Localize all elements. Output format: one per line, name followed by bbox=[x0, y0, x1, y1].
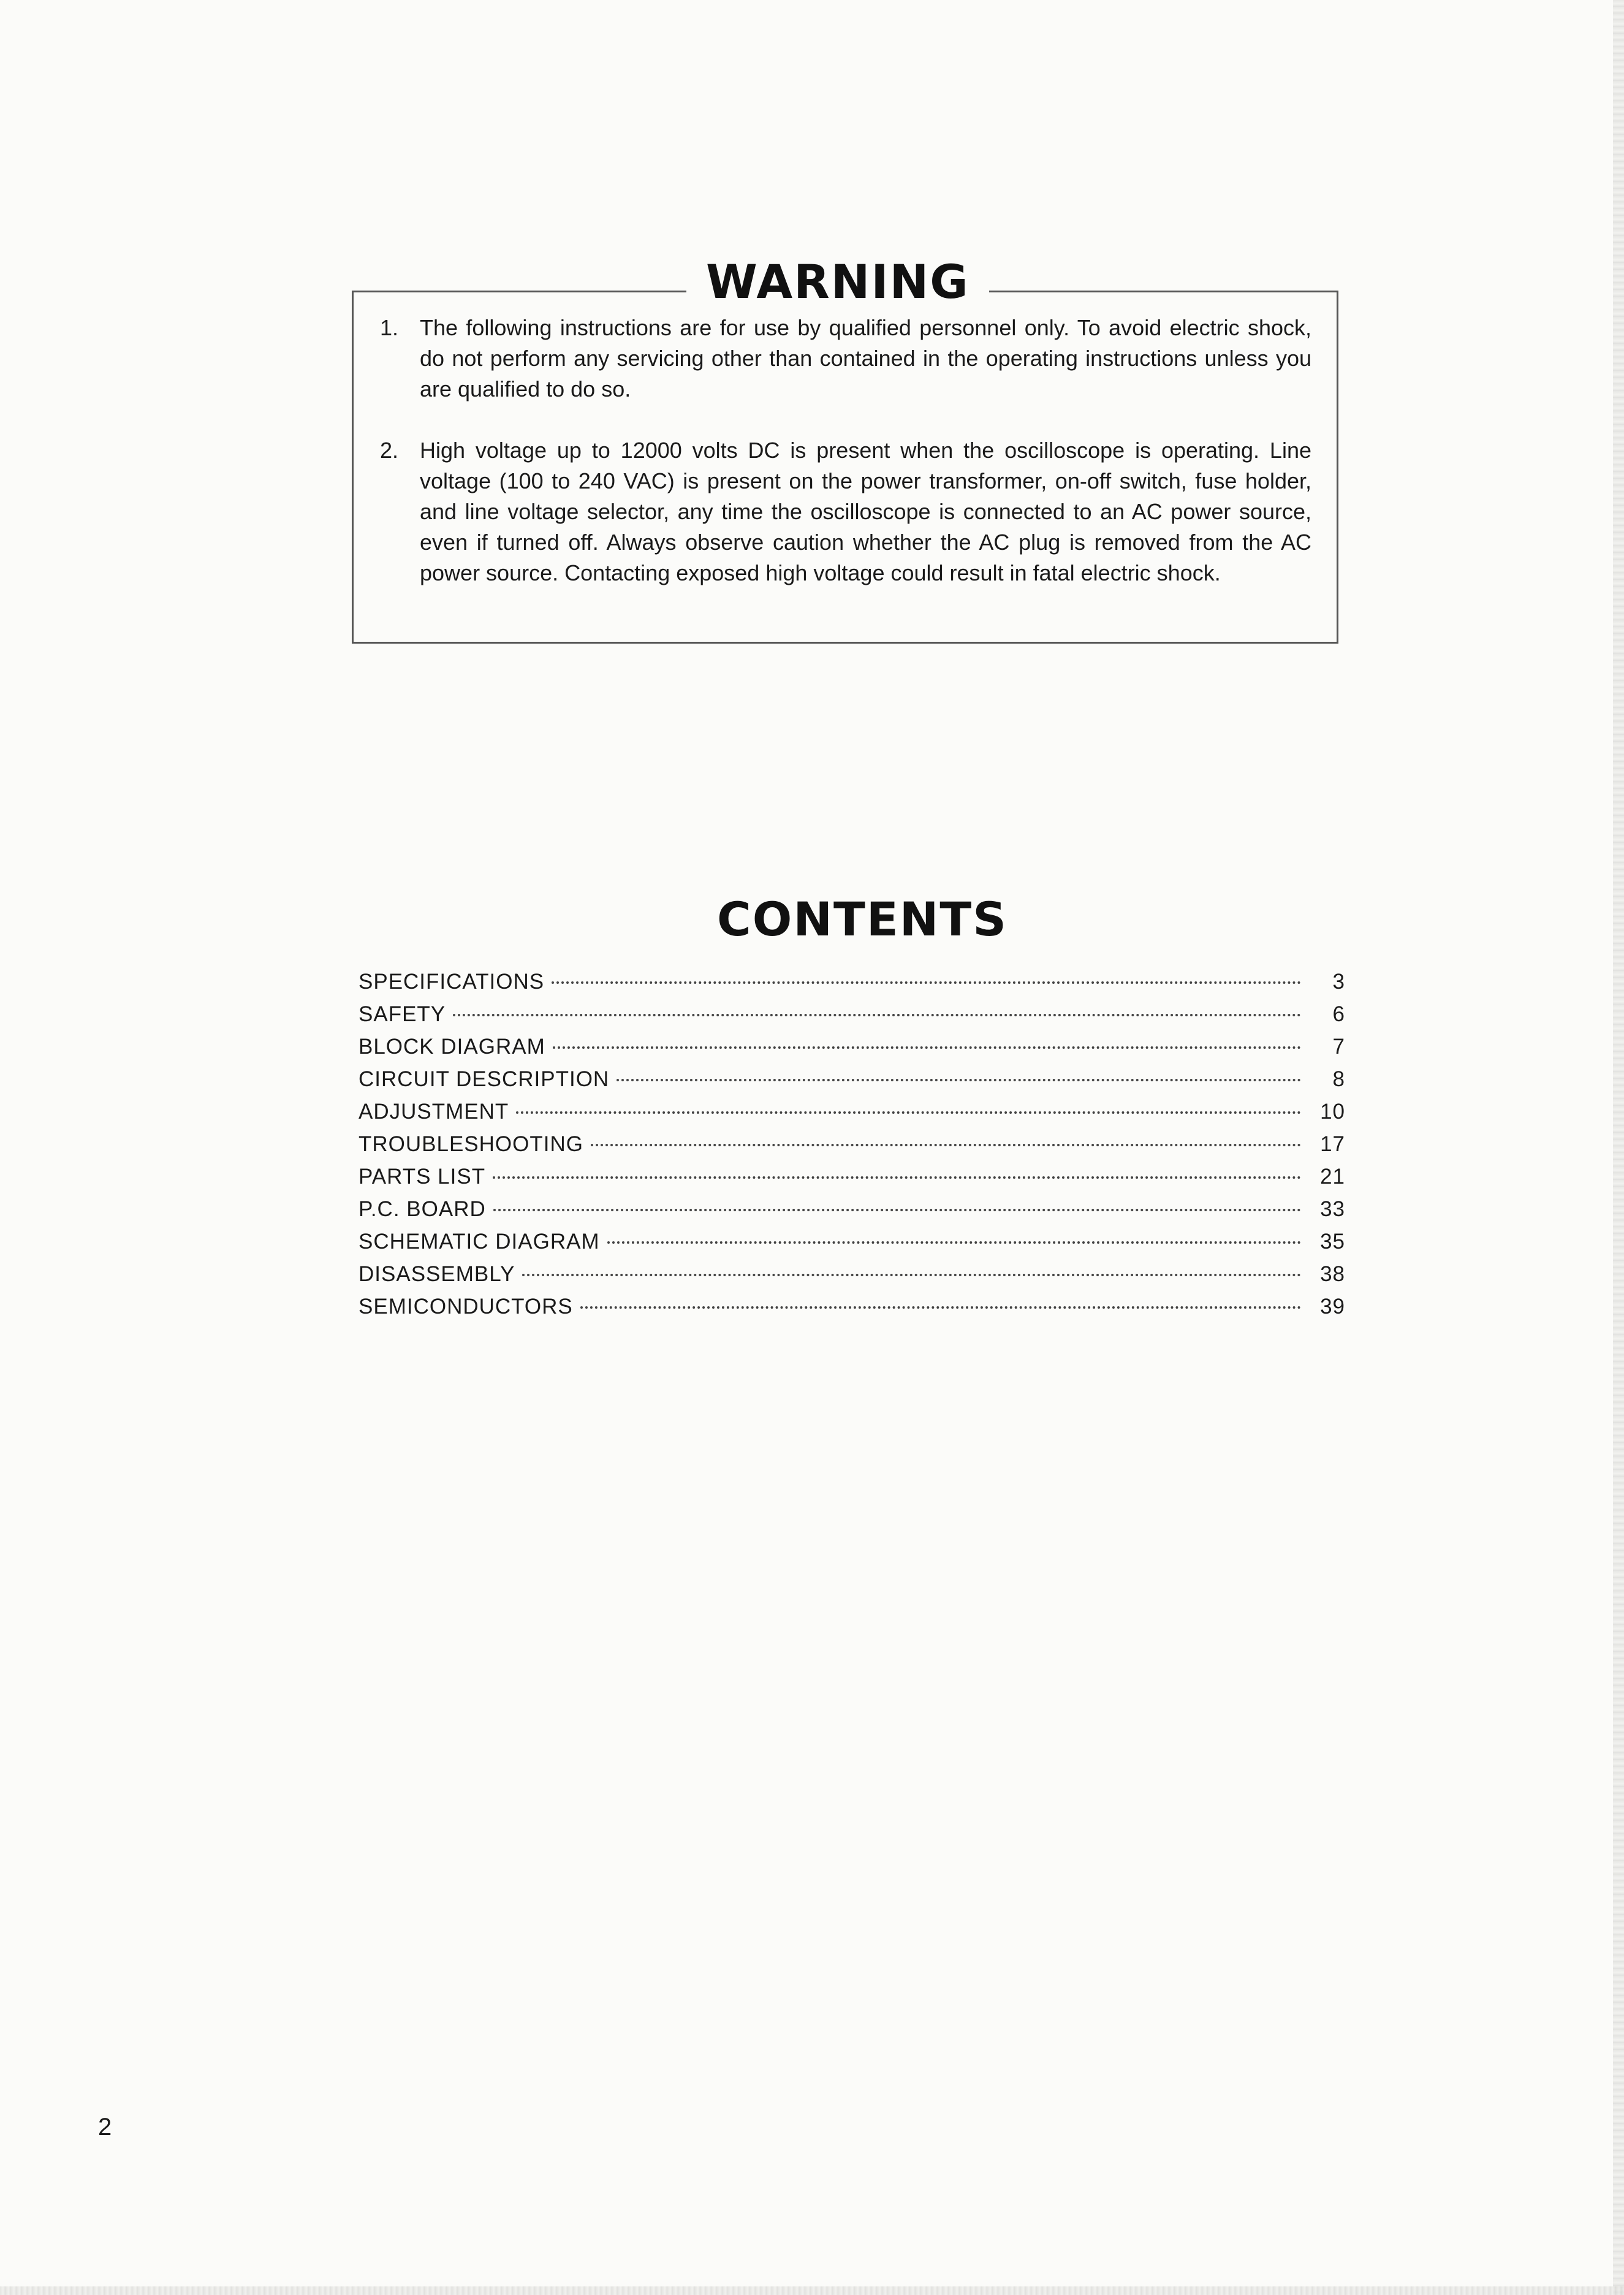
toc-entry-page: 8 bbox=[1332, 1067, 1345, 1091]
toc-entry-label: CIRCUIT DESCRIPTION bbox=[359, 1067, 610, 1091]
scan-edge-right bbox=[1613, 0, 1624, 2295]
scan-edge-bottom bbox=[0, 2286, 1624, 2295]
toc-dot-leader bbox=[493, 1209, 1301, 1211]
warning-list bbox=[380, 313, 1311, 619]
toc-entry bbox=[359, 970, 1345, 1002]
toc-entry-page: 10 bbox=[1320, 1100, 1345, 1124]
toc-dot-leader bbox=[453, 1014, 1301, 1016]
toc-entry-label: SEMICONDUCTORS bbox=[359, 1295, 573, 1319]
toc-entry-page: 3 bbox=[1332, 970, 1345, 994]
toc-entry bbox=[359, 1002, 1345, 1035]
table-of-contents bbox=[359, 970, 1345, 1327]
toc-dot-leader bbox=[607, 1241, 1301, 1244]
toc-entry-label: P.C. BOARD bbox=[359, 1197, 486, 1221]
warning-item-text: High voltage up to 12000 volts DC is present when the oscilloscope is operating. Line voltage (100 to 240 VAC) is present on the power transformer, on-off switch, fuse holder, and line voltage selector, any time the oscilloscope is connected to an AC power source, even if turned off. Always observe caution whether the AC plug is removed from the AC power source. Contacting exposed high voltage could result in fatal electric shock. bbox=[420, 438, 1311, 585]
warning-item bbox=[380, 313, 1311, 405]
toc-entry-label: DISASSEMBLY bbox=[359, 1262, 515, 1286]
toc-entry-label: BLOCK DIAGRAM bbox=[359, 1035, 545, 1059]
toc-entry bbox=[359, 1132, 1345, 1165]
toc-entry-page: 7 bbox=[1332, 1035, 1345, 1059]
toc-entry-label: SAFETY bbox=[359, 1002, 446, 1026]
toc-entry-label: TROUBLESHOOTING bbox=[359, 1132, 583, 1156]
toc-entry-label: ADJUSTMENT bbox=[359, 1100, 509, 1124]
warning-item bbox=[380, 435, 1311, 588]
toc-entry-page: 39 bbox=[1320, 1295, 1345, 1319]
toc-entry bbox=[359, 1262, 1345, 1295]
toc-dot-leader bbox=[522, 1274, 1301, 1276]
toc-entry bbox=[359, 1230, 1345, 1262]
toc-dot-leader bbox=[493, 1176, 1301, 1179]
toc-entry-label: SCHEMATIC DIAGRAM bbox=[359, 1230, 600, 1254]
warning-item-text: The following instructions are for use by qualified personnel only. To avoid electric shock, do not perform any servicing other than contained in the operating instructions unless you are qualified to do so. bbox=[420, 315, 1311, 402]
toc-entry bbox=[359, 1067, 1345, 1100]
toc-entry-page: 17 bbox=[1320, 1132, 1345, 1156]
page-number: 2 bbox=[98, 2114, 112, 2141]
toc-entry-page: 21 bbox=[1320, 1165, 1345, 1189]
toc-entry-label: SPECIFICATIONS bbox=[359, 970, 545, 994]
toc-entry bbox=[359, 1100, 1345, 1132]
toc-entry bbox=[359, 1035, 1345, 1067]
toc-entry-page: 38 bbox=[1320, 1262, 1345, 1286]
toc-dot-leader bbox=[617, 1079, 1301, 1081]
toc-entry bbox=[359, 1197, 1345, 1230]
toc-dot-leader bbox=[580, 1306, 1301, 1309]
warning-item-number: 2. bbox=[380, 438, 399, 463]
toc-entry-label: PARTS LIST bbox=[359, 1165, 486, 1189]
toc-entry-page: 33 bbox=[1320, 1197, 1345, 1221]
toc-entry bbox=[359, 1165, 1345, 1197]
toc-dot-leader bbox=[591, 1144, 1301, 1146]
toc-entry bbox=[359, 1295, 1345, 1327]
toc-dot-leader bbox=[553, 1046, 1301, 1049]
toc-dot-leader bbox=[552, 981, 1301, 984]
toc-entry-page: 35 bbox=[1320, 1230, 1345, 1254]
warning-item-number: 1. bbox=[380, 315, 399, 340]
warning-title: WARNING bbox=[686, 251, 989, 313]
toc-dot-leader bbox=[516, 1111, 1301, 1114]
contents-title: CONTENTS bbox=[717, 892, 1007, 946]
toc-entry-page: 6 bbox=[1332, 1002, 1345, 1026]
